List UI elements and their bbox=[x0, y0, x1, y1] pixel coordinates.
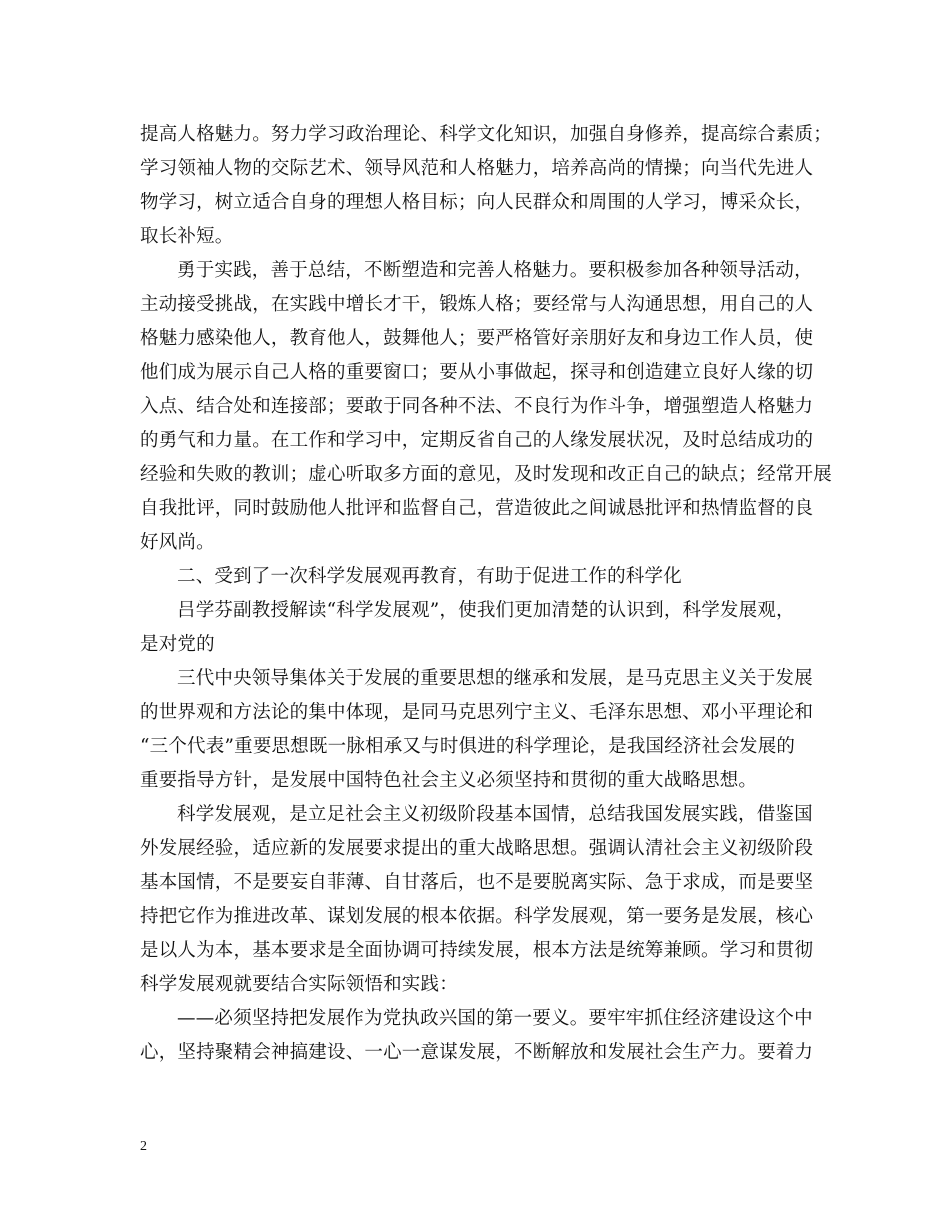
text-line: 入点、结合处和连接部；要敢于同各种不法、不良行为作斗争，增强塑造人格魅力 bbox=[140, 396, 814, 417]
text-line: 三代中央领导集体关于发展的重要思想的继承和发展，是马克思主义关于发展 bbox=[177, 668, 813, 689]
text-line: 是以人为本，基本要求是全面协调可持续发展，根本方法是统筹兼顾。学习和贯彻 bbox=[140, 940, 814, 961]
text-line: 重要指导方针，是发展中国特色社会主义必须坚持和贯彻的重大战略思想。 bbox=[140, 770, 758, 791]
text-line: 勇于实践，善于总结，不断塑造和完善人格魅力。要积极参加各种领导活动， bbox=[177, 260, 813, 281]
text-line: 自我批评，同时鼓励他人批评和监督自己，营造彼此之间诚恳批评和热情监督的良 bbox=[140, 498, 814, 519]
text-line: “三个代表”重要思想既一脉相承又与时俱进的科学理论，是我国经济社会发展的 bbox=[140, 736, 796, 757]
text-line: 经验和失败的教训；虚心听取多方面的意见，及时发现和改正自己的缺点；经常开展 bbox=[140, 464, 832, 485]
text-line: 持把它作为推进改革、谋划发展的根本依据。科学发展观，第一要务是发展，核心 bbox=[140, 906, 814, 927]
text-line: 吕学芬副教授解读“科学发展观”，使我们更加清楚的认识到，科学发展观， bbox=[177, 600, 795, 621]
text-line: 主动接受挑战，在实践中增长才干，锻炼人格；要经常与人沟通思想，用自己的人 bbox=[140, 294, 814, 315]
text-line: 科学发展观，是立足社会主义初级阶段基本国情，总结我国发展实践，借鉴国 bbox=[177, 804, 813, 825]
text-line: 提高人格魅力。努力学习政治理论、科学文化知识，加强自身修养，提高综合素质； bbox=[140, 124, 832, 145]
text-line: 好风尚。 bbox=[140, 532, 215, 553]
text-line: ——必须坚持把发展作为党执政兴国的第一要义。要牢牢抓住经济建设这个中 bbox=[177, 1008, 813, 1029]
text-line: 的勇气和力量。在工作和学习中，定期反省自己的人缘发展状况，及时总结成功的 bbox=[140, 430, 814, 451]
text-line: 基本国情，不是要妄自菲薄、自甘落后，也不是要脱离实际、急于求成，而是要坚 bbox=[140, 872, 814, 893]
text-line: 学习领袖人物的交际艺术、领导风范和人格魅力，培养高尚的情操；向当代先进人 bbox=[140, 158, 814, 179]
text-line: 他们成为展示自己人格的重要窗口；要从小事做起，探寻和创造建立良好人缘的切 bbox=[140, 362, 814, 383]
text-line: 科学发展观就要结合实际领悟和实践： bbox=[140, 974, 458, 995]
page-number: 2 bbox=[140, 1139, 147, 1154]
text-line: 是对党的 bbox=[140, 634, 215, 655]
text-line: 的世界观和方法论的集中体现，是同马克思列宁主义、毛泽东思想、邓小平理论和 bbox=[140, 702, 814, 723]
section-heading: 二、受到了一次科学发展观再教育，有助于促进工作的科学化 bbox=[177, 566, 682, 587]
text-line: 取长补短。 bbox=[140, 226, 234, 247]
text-line: 物学习，树立适合自身的理想人格目标；向人民群众和周围的人学习，博采众长， bbox=[140, 192, 814, 213]
text-line: 格魅力感染他人，教育他人，鼓舞他人；要严格管好亲朋好友和身边工作人员，使 bbox=[140, 328, 814, 349]
text-line: 外发展经验，适应新的发展要求提出的重大战略思想。强调认清社会主义初级阶段 bbox=[140, 838, 814, 859]
text-line: 心，坚持聚精会神搞建设、一心一意谋发展，不断解放和发展社会生产力。要着力 bbox=[140, 1042, 814, 1063]
